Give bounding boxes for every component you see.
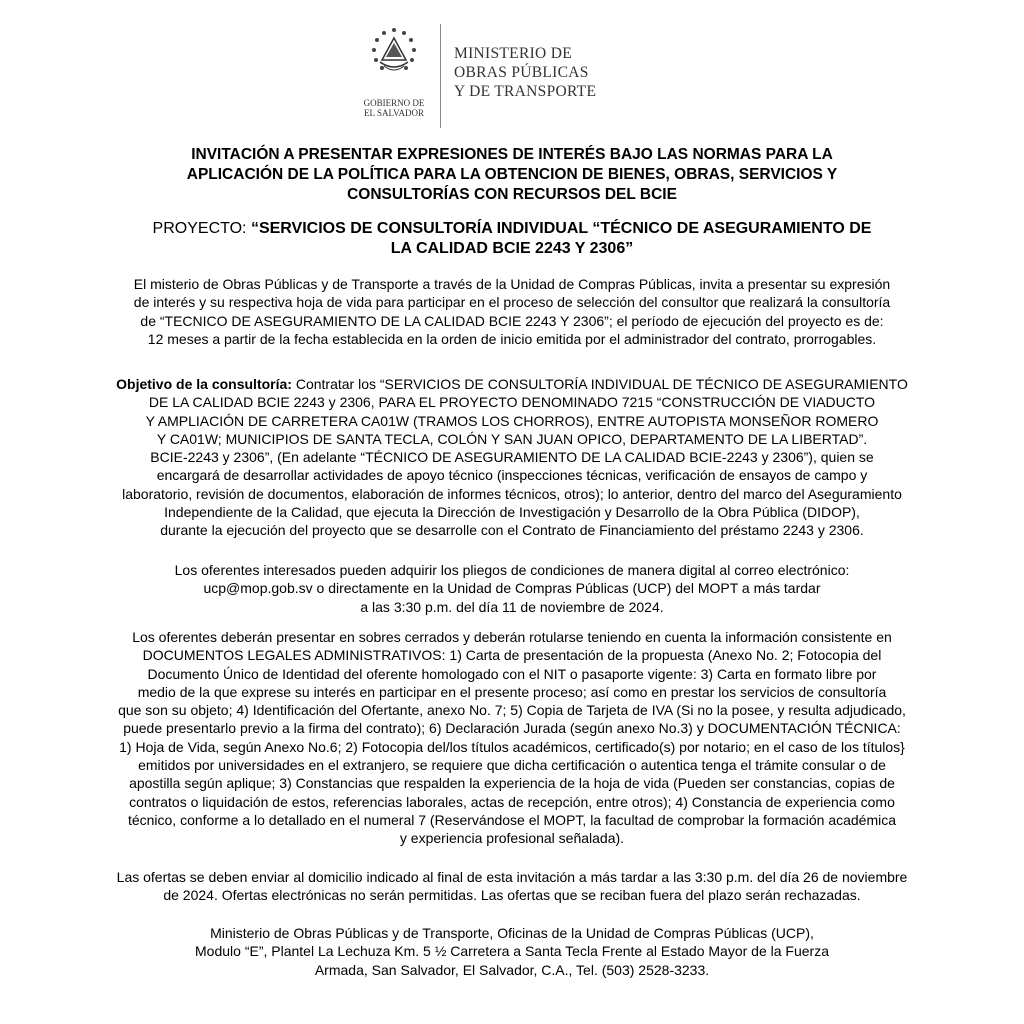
gov-line-1: GOBIERNO DE <box>363 98 425 108</box>
coat-of-arms-icon <box>366 26 422 92</box>
paragraph-line: Documento Único de Identidad del oferente homologado con el NIT o pasaporte vigente: 3) Carta en formato libre por <box>147 665 877 682</box>
address-line: Armada, San Salvador, El Salvador, C.A., Tel. (503) 2528-3233. <box>314 961 710 978</box>
paragraph-line: de “TECNICO DE ASEGURAMIENTO DE LA CALIDAD BCIE 2243 Y 2306”; el período de ejecución del proyecto es de: <box>140 312 884 329</box>
title-line: APLICACIÓN DE LA POLÍTICA PARA LA OBTENCION DE BIENES, OBRAS, SERVICIOS Y <box>186 166 838 183</box>
documents-paragraph <box>0 628 1024 848</box>
deadline-paragraph <box>0 868 1024 905</box>
project-heading <box>0 219 1024 259</box>
paragraph-line: Las ofertas se deben enviar al domicilio indicado al final de esta invitación a más tardar a las 3:30 p.m. del día 26 de noviembre <box>116 869 908 885</box>
paragraph-line: medio de la que exprese su interés en participar en el presente proceso; así como en prestar los servicios de consultoría <box>137 683 887 700</box>
ministry-line-1: MINISTERIO DE <box>454 45 572 62</box>
title-line: INVITACIÓN A PRESENTAR EXPRESIONES DE INTERÉS BAJO LAS NORMAS PARA LA <box>191 146 833 163</box>
paragraph-line: apostilla según aplique; 3) Constancias que respalden la experiencia de la hoja de vida (Pueden ser constancias, copias de <box>129 775 895 792</box>
objective-first-line <box>0 375 1024 393</box>
objective-paragraph <box>0 375 1024 540</box>
project-name-1: “SERVICIOS DE CONSULTORÍA INDIVIDUAL “TÉCNICO DE ASEGURAMIENTO DE <box>250 220 872 237</box>
paragraph-line: de 2024. Ofertas electrónicas no serán permitidas. Las ofertas que se reciban fuera del plazo serán rechazadas. <box>163 887 861 904</box>
paragraph-line: 1) Hoja de Vida, según Anexo No.6; 2) Fotocopia del/los títulos académicos, certificado(s) por notario; en el caso de los títulos} <box>119 738 905 755</box>
address-paragraph <box>0 924 1024 979</box>
ministry-line-3: Y DE TRANSPORTE <box>454 83 597 100</box>
project-name-2: LA CALIDAD BCIE 2243 Y 2306” <box>390 240 634 257</box>
gov-line-2: EL SALVADOR <box>364 108 424 118</box>
invitation-title <box>0 145 1024 205</box>
paragraph-line: DOCUMENTOS LEGALES ADMINISTRATIVOS: 1) Carta de presentación de la propuesta (Anexo No. 2; Fotocopia del <box>142 647 882 664</box>
ministry-line-2: OBRAS PÚBLICAS <box>454 64 589 81</box>
paragraph-line: puede presentarlo previo a la firma del contrato); 6) Declaración Jurada (según anexo No.3) y DOCUMENTACIÓN TÉCNICA: <box>123 720 901 737</box>
paragraph-line: encargará de desarrollar actividades de apoyo técnico (inspecciones técnicas, verificación de ensayos de campo y <box>156 467 868 484</box>
paragraph-line: contratos o liquidación de estos, referencias laborales, actas de recepción, entre otros); 4) Constancia de experiencia como <box>129 793 895 810</box>
letterhead <box>352 22 652 130</box>
paragraph-line: emitidos por universidades en el extranjero, se requiere que dicha certificación o autentica tenga el trámite consular o de <box>138 757 886 774</box>
ministry-name <box>454 44 596 101</box>
acquire-paragraph <box>0 561 1024 616</box>
paragraph-line: y experiencia profesional señalada). <box>399 830 625 847</box>
paragraph-line: que son su objeto; 4) Identificación del Ofertante, anexo No. 7; 5) Copia de Tarjeta de IVA (Si no la posee, y resulta adjudicado, <box>118 702 906 719</box>
paragraph-line: DE LA CALIDAD BCIE 2243 y 2306, PARA EL PROYECTO DENOMINADO 7215 “CONSTRUCCIÓN DE VIADUCTO <box>148 394 876 411</box>
objective-first-text: Contratar los “SERVICIOS DE CONSULTORÍA INDIVIDUAL DE TÉCNICO DE ASEGURAMIENTO <box>291 376 908 392</box>
paragraph-line: 12 meses a partir de la fecha establecida en la orden de inicio emitida por el administrador del contrato, prorrogables. <box>147 330 877 347</box>
intro-paragraph <box>0 275 1024 348</box>
address-line: Modulo “E”, Plantel La Lechuza Km. 5 ½ Carretera a Santa Tecla Frente al Estado Mayor de la Fuerza <box>195 943 829 960</box>
project-prefix: PROYECTO: <box>152 220 251 237</box>
paragraph-line: técnico, conforme a lo detallado en el numeral 7 (Reservándose el MOPT, la facultad de comprobar la formación académica <box>127 811 897 828</box>
paragraph-line: Independiente de la Calidad, que ejecuta la Dirección de Investigación y Desarrollo de la Obra Pública (DIDOP), <box>164 504 860 521</box>
paragraph-line: El misterio de Obras Públicas y de Transporte a través de la Unidad de Compras Públicas, invita a presentar su expresión <box>133 276 891 292</box>
paragraph-line: Y AMPLIACIÓN DE CARRETERA CA01W (TRAMOS LOS CHORROS), ENTRE AUTOPISTA MONSEÑOR ROMERO <box>145 412 879 429</box>
paragraph-line: Los oferentes interesados pueden adquirir los pliegos de condiciones de manera digital al correo electrónico: <box>174 562 850 578</box>
government-seal <box>352 22 436 128</box>
paragraph-line: laboratorio, revisión de documentos, elaboración de informes técnicos, otros); lo anterior, dentro del marco del Aseguramiento <box>122 485 902 502</box>
title-line: CONSULTORÍAS CON RECURSOS DEL BCIE <box>347 186 677 203</box>
paragraph-line: BCIE-2243 y 2306”, (En adelante “TÉCNICO DE ASEGURAMIENTO DE LA CALIDAD BCIE-2243 y 2306”), quien se <box>150 449 874 466</box>
paragraph-line: ucp@mop.gob.sv o directamente en la Unidad de Compras Públicas (UCP) del MOPT a más tardar <box>203 580 821 597</box>
address-line: Ministerio de Obras Públicas y de Transporte, Oficinas de la Unidad de Compras Públicas (UCP), <box>210 925 814 941</box>
paragraph-line: durante la ejecución del proyecto que se desarrolle con el Contrato de Financiamiento del préstamo 2243 y 2306. <box>160 522 864 539</box>
project-line-1 <box>0 219 1024 239</box>
government-label <box>352 98 436 118</box>
objective-label: Objetivo de la consultoría: <box>116 376 292 392</box>
project-line-2 <box>0 239 1024 259</box>
paragraph-line: a las 3:30 p.m. del día 11 de noviembre de 2024. <box>360 598 664 615</box>
header-divider <box>440 24 441 128</box>
paragraph-line: Y CA01W; MUNICIPIOS DE SANTA TECLA, COLÓN Y SAN JUAN OPICO, DEPARTAMENTO DE LA LIBERTAD”. <box>156 430 868 447</box>
paragraph-line: Los oferentes deberán presentar en sobres cerrados y deberán rotularse teniendo en cuenta la información consistente en <box>132 629 892 645</box>
paragraph-line: de interés y su respectiva hoja de vida para participar en el proceso de selección del consultor que realizará la consultoría <box>133 294 891 311</box>
